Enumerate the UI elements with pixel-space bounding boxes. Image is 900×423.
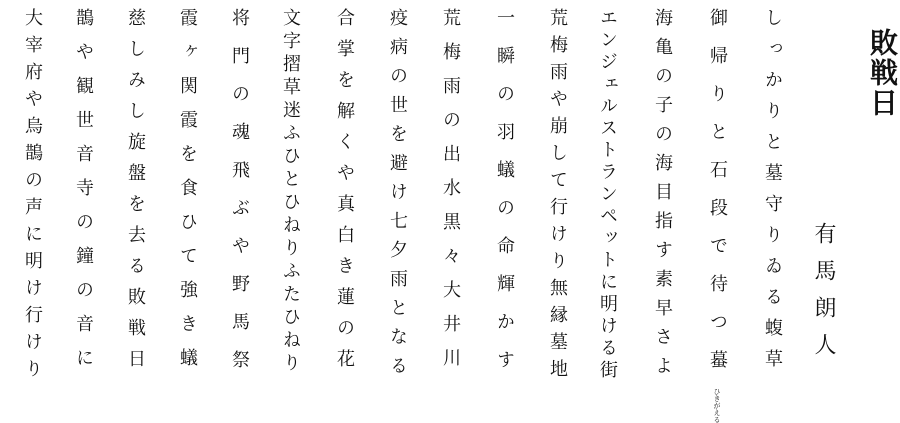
haiku-text: 荒梅雨や崩して行けり無縁墓地 <box>547 8 568 386</box>
haiku-text: エンジェルストランペットに明ける街 <box>597 8 618 382</box>
haiku-text: 将門の魂飛ぶや野馬祭 <box>229 8 250 388</box>
haiku-line <box>273 8 307 396</box>
haiku-line <box>118 8 152 396</box>
furigana: ひきがえる <box>713 388 721 423</box>
haiku-text: 荒梅雨の出水黒々大井川 <box>440 8 461 382</box>
haiku-line <box>15 8 49 396</box>
haiku-text: 鵲や観世音寺の鐘の音に <box>73 8 94 382</box>
haiku-line <box>755 8 789 396</box>
haiku-text: 霞ヶ関霞を食ひて強き蟻 <box>177 8 198 382</box>
haiku-line <box>540 8 574 396</box>
haiku-line <box>170 8 204 396</box>
haiku-text: しっかりと墓守りゐる蝮草 <box>762 8 783 380</box>
haiku-line <box>645 8 679 396</box>
haiku-text: 慈しみし旋盤を去る敗戦日 <box>125 8 146 380</box>
haiku-text: 一瞬の羽蟻の命輝かす <box>494 8 515 388</box>
author-name: 有馬朗人 <box>811 222 836 370</box>
haiku-text: 文字摺草迷ふひとひねりふたひねり <box>280 8 301 376</box>
page-title: 敗戦日 <box>866 28 899 118</box>
haiku-line <box>66 8 100 396</box>
haiku-line <box>487 8 521 396</box>
haiku-line <box>700 8 734 423</box>
haiku-text: 御帰りと石段で待つ蟇 <box>707 8 728 388</box>
haiku-text: 合掌を解くや真白き蓮の花 <box>334 8 355 380</box>
haiku-line <box>327 8 361 396</box>
haiku-text: 疫病の世を避け七夕雨となる <box>387 8 408 385</box>
haiku-line <box>590 8 624 396</box>
haiku-text: 大宰府や烏鵲の声に明け行けり <box>22 8 43 386</box>
haiku-line <box>380 8 414 396</box>
haiku-line <box>433 8 467 396</box>
haiku-text: 海亀の子の海目指す素早さよ <box>652 8 673 385</box>
haiku-line <box>222 8 256 396</box>
